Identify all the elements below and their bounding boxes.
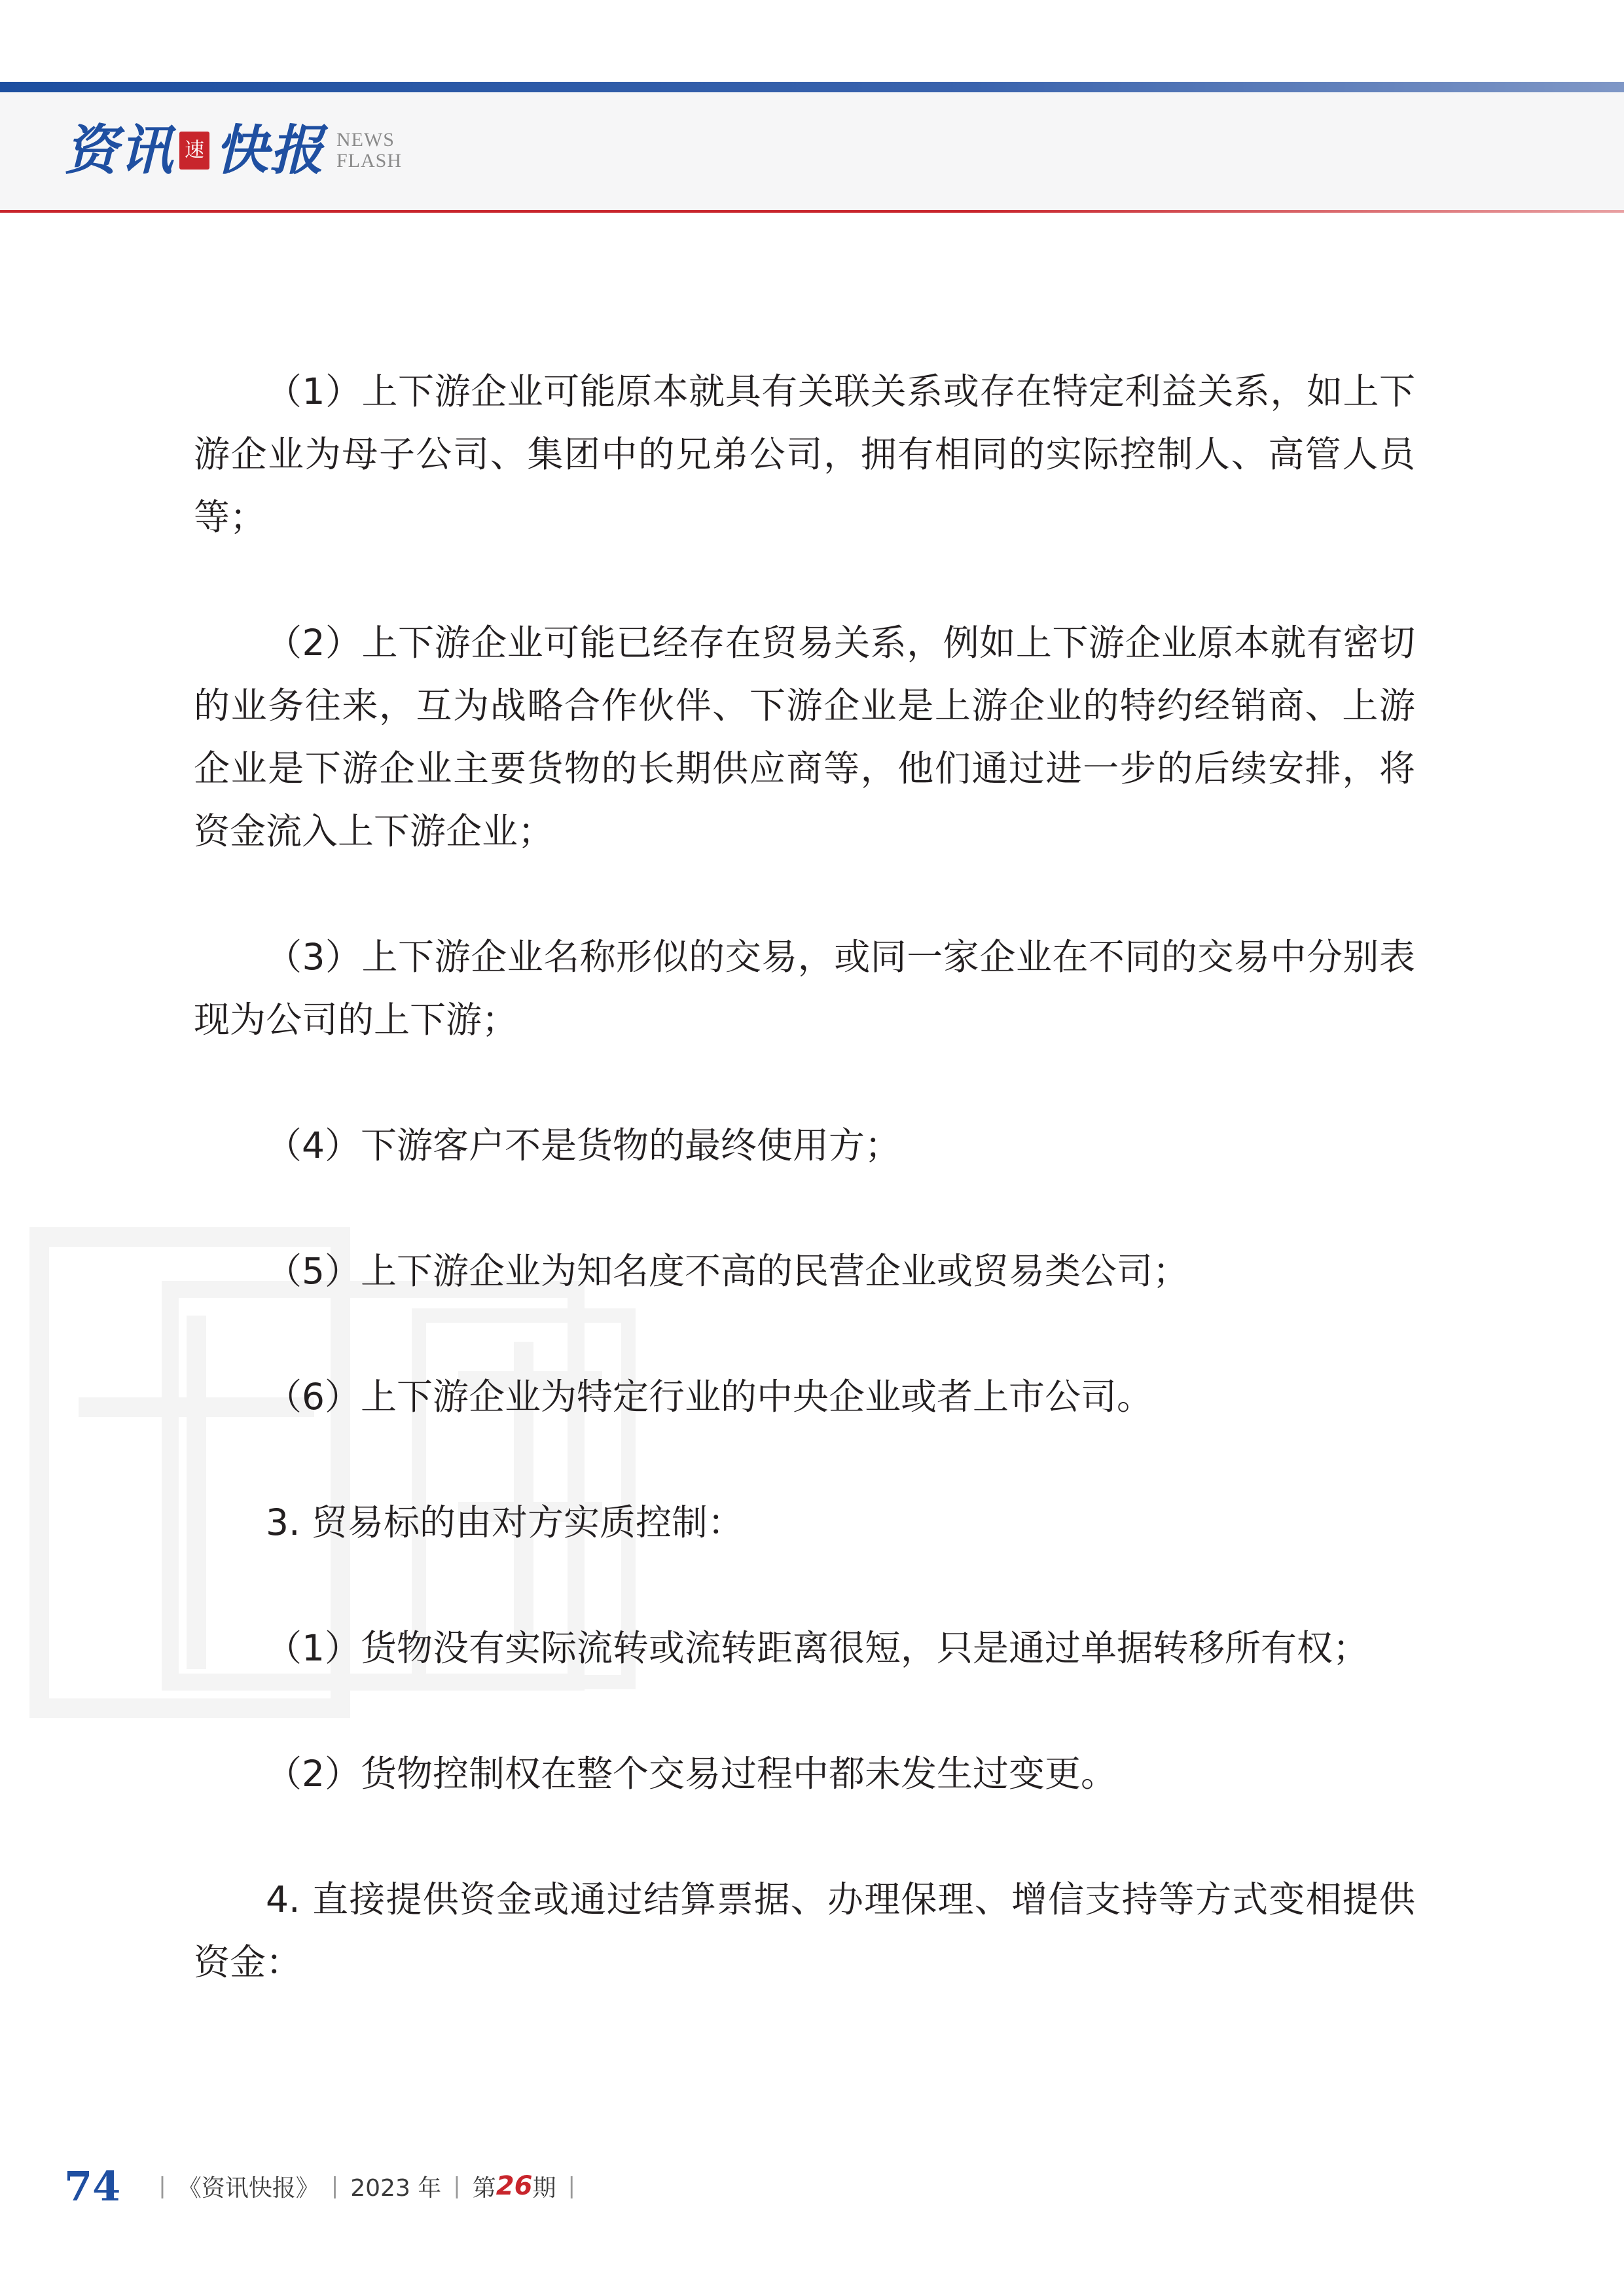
header-top-bar (0, 82, 1624, 92)
page-header (0, 82, 1624, 213)
footer-publication: 《资讯快报》 (177, 2174, 319, 2202)
section-heading-4: 4. 直接提供资金或通过结算票据、办理保理、增信支持等方式变相提供资金： (194, 1878, 1415, 1983)
section-heading-3: 3. 贸易标的由对方实质控制： (266, 1501, 744, 1543)
footer-issue-prefix: 第 (472, 2174, 496, 2202)
footer-separator: | (158, 2173, 166, 2199)
header-red-rule (0, 210, 1624, 213)
logo-text-2: 快报 (215, 119, 325, 182)
footer-separator: | (331, 2173, 339, 2199)
footer-separator: | (568, 2173, 575, 2199)
footer-year: 2023 年 (350, 2174, 442, 2202)
logo-seal: 速 (179, 132, 209, 170)
page-footer (64, 2160, 587, 2212)
logo-text-1: 资讯 (64, 119, 174, 182)
paragraph-1: （1）上下游企业可能原本就具有关联关系或存在特定利益关系，如上下游企业为母子公司、集团中的兄弟公司，拥有相同的实际控制人、高管人员等； (194, 370, 1415, 538)
logo-en-line1: NEWS (336, 129, 395, 151)
page-number: 74 (64, 2162, 121, 2210)
paragraph-6: （6）上下游企业为特定行业的中央企业或者上市公司。 (266, 1376, 1153, 1418)
paragraph-5: （5）上下游企业为知名度不高的民营企业或贸易类公司； (266, 1250, 1189, 1292)
logo-english (336, 130, 402, 171)
paragraph-7: （1）货物没有实际流转或流转距离很短，只是通过单据转移所有权； (266, 1627, 1369, 1669)
footer-issue-number: 26 (496, 2171, 533, 2201)
footer-issue-suffix: 期 (532, 2174, 556, 2202)
paragraph-4: （4）下游客户不是货物的最终使用方； (266, 1124, 901, 1166)
footer-separator: | (453, 2173, 461, 2199)
paragraph-8: （2）货物控制权在整个交易过程中都未发生过变更。 (266, 1753, 1117, 1795)
logo-en-line2: FLASH (336, 150, 403, 171)
publication-logo (64, 115, 402, 187)
paragraph-2: （2）上下游企业可能已经存在贸易关系，例如上下游企业原本就有密切的业务往来，互为战略合作伙伴、下游企业是上游企业的特约经销商、上游企业是下游企业主要货物的长期供应商等，他们通过进一步的后续安排，将资金流入上下游企业； (194, 622, 1415, 852)
article-body (194, 360, 1415, 1994)
paragraph-3: （3）上下游企业名称形似的交易，或同一家企业在不同的交易中分别表现为公司的上下游； (194, 936, 1415, 1041)
